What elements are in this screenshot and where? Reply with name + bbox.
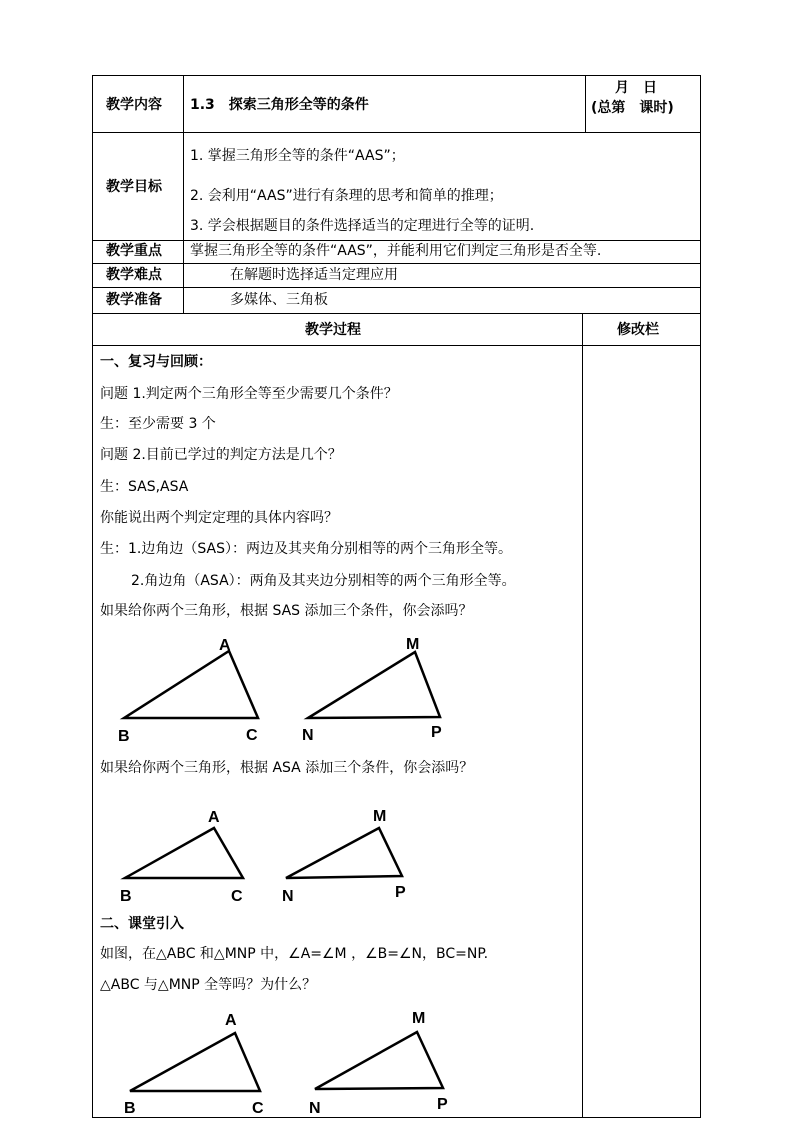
key-point-label: 教学重点 [106, 243, 162, 259]
vertex-label-a: A [219, 637, 231, 654]
vertex-label-m: M [373, 808, 387, 825]
objectives-label: 教学目标 [106, 179, 162, 195]
intro-heading: 二、课堂引入 [100, 916, 184, 932]
triangle-figure-sas [110, 628, 460, 748]
triangle-mnp [315, 1032, 443, 1089]
question-1: 问题 1.判定两个三角形全等至少需要几个条件？ [100, 386, 398, 402]
vertex-label-b: B [124, 1100, 136, 1117]
period-line: (总第 课时) [591, 100, 674, 116]
triangle-abc [130, 1033, 260, 1091]
date-line: 月 日 [615, 80, 657, 96]
difficulty-label: 教学难点 [106, 267, 162, 283]
vertex-label-a: A [208, 809, 220, 826]
question-4: 如果给你两个三角形，根据 SAS 添加三个条件，你会添吗？ [100, 603, 473, 619]
table-right-border [700, 75, 701, 1118]
difficulty-text: 在解题时选择适当定理应用 [230, 267, 398, 283]
revision-column-header: 修改栏 [617, 322, 659, 338]
answer-1: 生：至少需要 3 个 [100, 416, 216, 432]
intro-question: △ABC 与△MNP 全等吗？为什么？ [100, 977, 317, 993]
question-2: 问题 2.目前已学过的判定方法是几个？ [100, 447, 342, 463]
triangle-abc [124, 651, 258, 718]
answer-2: 生：SAS,ASA [100, 479, 189, 495]
triangle-figure-asa [110, 800, 420, 910]
question-3: 你能说出两个判定定理的具体内容吗？ [100, 510, 338, 526]
table-bottom-border [92, 1117, 701, 1118]
date-column-divider [585, 75, 586, 132]
process-column-header: 教学过程 [305, 322, 361, 338]
intro-statement: 如图，在△ABC 和△MNP 中，∠A=∠M ，∠B=∠N，BC=NP. [100, 946, 489, 962]
vertex-label-n: N [302, 727, 314, 744]
lesson-title: 1.3 探索三角形全等的条件 [190, 97, 369, 113]
triangle-mnp [308, 652, 440, 718]
vertex-label-n: N [282, 888, 294, 905]
vertex-label-p: P [431, 724, 442, 741]
vertex-label-a: A [225, 1012, 237, 1029]
answer-3-sas: 生：1.边角边（SAS）：两边及其夹角分别相等的两个三角形全等。 [100, 541, 512, 557]
label-column-divider [183, 75, 184, 313]
vertex-label-c: C [246, 727, 258, 744]
content-label: 教学内容 [106, 97, 162, 113]
objective-item: 2. 会利用“AAS”进行有条理的思考和简单的推理； [190, 188, 503, 204]
table-left-border [92, 75, 93, 1118]
revision-column-divider [582, 313, 583, 1118]
vertex-label-c: C [231, 888, 243, 905]
vertex-label-b: B [120, 888, 132, 905]
triangle-mnp [286, 828, 402, 878]
vertex-label-p: P [395, 884, 406, 901]
vertex-label-m: M [412, 1010, 426, 1027]
row-divider [92, 345, 701, 346]
objective-item: 3. 学会根据题目的条件选择适当的定理进行全等的证明. [190, 218, 535, 234]
review-heading: 一、复习与回顾： [100, 354, 212, 370]
triangle-abc [125, 828, 243, 878]
vertex-label-n: N [309, 1100, 321, 1117]
triangle-figure-aas [110, 1003, 470, 1117]
objective-item: 1. 掌握三角形全等的条件“AAS”； [190, 148, 405, 164]
vertex-label-m: M [406, 636, 420, 653]
preparation-text: 多媒体、三角板 [230, 292, 328, 308]
question-5: 如果给你两个三角形，根据 ASA 添加三个条件，你会添吗？ [100, 760, 474, 776]
vertex-label-c: C [252, 1100, 264, 1117]
vertex-label-p: P [437, 1096, 448, 1113]
preparation-label: 教学准备 [106, 292, 162, 308]
row-divider [92, 313, 701, 314]
vertex-label-b: B [118, 728, 130, 745]
key-point-text: 掌握三角形全等的条件“AAS”，并能利用它们判定三角形是否全等. [190, 243, 602, 259]
answer-3-asa: 2.角边角（ASA）：两角及其夹边分别相等的两个三角形全等。 [131, 573, 516, 589]
